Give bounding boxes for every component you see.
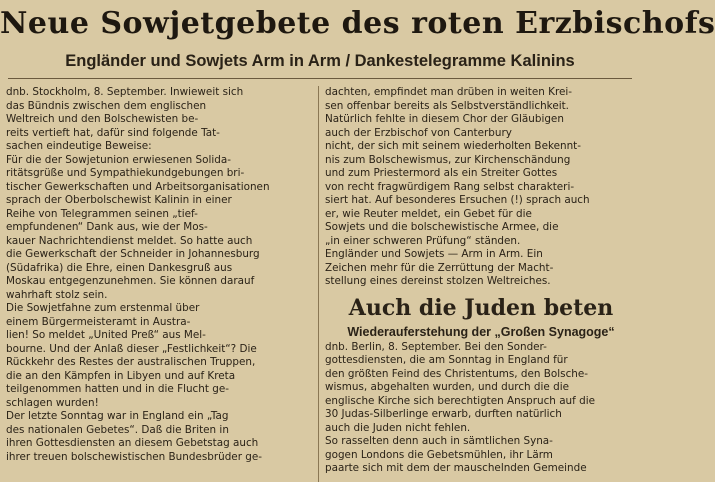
text-line: Die Sowjetfahne zum erstenmal über xyxy=(6,302,200,314)
text-line: Zeichen mehr für die Zerrüttung der Macht- xyxy=(325,261,554,274)
article2-headline: Auch die Juden beten xyxy=(348,294,614,321)
text-line: er, wie Reuter meldet, ein Gebet für die xyxy=(325,207,532,220)
text-line: sen offenbar bereits als Selbstverständlichkeit. xyxy=(325,99,569,112)
text-line: gogen Londons die Gebetsmühlen, ihr Lärm xyxy=(325,448,553,461)
text-line: lien! So meldet „United Preß“ aus Mel- xyxy=(6,329,206,341)
text-line: nis zum Bolschewismus, zur Kirchenschändung xyxy=(325,153,571,166)
article2-subheadline: Wiederauferstehung der „Großen Synagoge“ xyxy=(347,324,615,339)
text-line: sachen eindeutige Beweise: xyxy=(6,140,152,152)
text-line: teilgenommen hatten und in die Flucht ge- xyxy=(6,383,229,395)
subheadline: Engländer und Sowjets Arm in Arm / Dankestelegramme Kalinins xyxy=(65,52,575,70)
text-line: auch die Juden nicht fehlen. xyxy=(325,421,471,434)
text-line: einem Bürgermeisteramt in Austra- xyxy=(6,315,191,328)
text-line: kauer Nachrichtendienst meldet. So hatte auch xyxy=(6,234,253,247)
text-line: reits vertieft hat, dafür sind folgende Tat- xyxy=(6,126,220,139)
text-line: Weltreich und den Bolschewisten be- xyxy=(6,113,199,125)
text-line: nicht, der sich mit seinem wiederholten Bekennt- xyxy=(325,140,581,152)
text-line: ritätsgrüße und Sympathiekundgebungen bri- xyxy=(6,167,245,179)
headline: Neue Sowjetgebete des roten Erzbischofs xyxy=(0,6,715,41)
text-line: den größten Feind des Christentums, den Bolsche- xyxy=(325,367,589,380)
text-line: ihrer treuen bolschewistischen Bundesbrüder ge- xyxy=(6,450,263,463)
text-line: die an den Kämpfen in Libyen und auf Kreta xyxy=(6,369,236,382)
text-line: sprach der Oberbolschewist Kalinin in einer xyxy=(6,194,232,206)
text-line: wismus, abgehalten wurden, und durch die die xyxy=(325,381,569,393)
text-line: 30 Judas-Silberlinge erwarb, durften natürlich xyxy=(325,408,562,420)
text-line: des nationalen Gebetes“. Daß die Briten in xyxy=(6,423,229,436)
column-right xyxy=(325,86,637,482)
text-line: von recht fragwürdigem Rang selbst charakteri- xyxy=(325,180,575,193)
text-line: So rasselten denn auch in sämtlichen Syna- xyxy=(325,435,553,447)
text-line: und zum Priestermord als ein Streiter Gottes xyxy=(325,167,558,179)
header-rule xyxy=(8,78,632,79)
text-line: das Bündnis zwischen dem englischen xyxy=(6,99,207,112)
text-line: siert hat. Auf besonderes Ersuchen (!) sprach auch xyxy=(325,194,590,206)
text-line: schlagen wurden! xyxy=(6,396,99,409)
text-line: gottesdiensten, die am Sonntag in England für xyxy=(325,354,568,366)
text-line: Engländer und Sowjets — Arm in Arm. Ein xyxy=(325,248,543,260)
text-line: stellung eines dereinst stolzen Weltreiches. xyxy=(325,275,551,287)
text-line: „in einer schweren Prüfung“ ständen. xyxy=(325,234,521,247)
text-line: die Gewerkschaft der Schneider in Johannesburg xyxy=(6,248,260,260)
text-line: Natürlich fehlte in diesem Chor der Gläubigen xyxy=(325,113,564,125)
text-line: Rückkehr des Restes der australischen Truppen, xyxy=(6,356,256,368)
text-line: Der letzte Sonntag war in England ein „Tag xyxy=(6,410,229,422)
text-line: Reihe von Telegrammen seinen „tief- xyxy=(6,207,198,220)
text-line: bourne. Und der Anlaß dieser „Festlichkeit“? Die xyxy=(6,342,257,355)
text-line: paarte sich mit dem der mauschelnden Gemeinde xyxy=(325,462,587,474)
column-left xyxy=(6,86,311,482)
text-line: englische Kirche sich berechtigten Anspruch auf die xyxy=(325,394,595,407)
column-divider xyxy=(318,86,319,482)
text-line: wahrhaft stolz sein. xyxy=(6,288,108,301)
text-line: Für die der Sowjetunion erwiesenen Solida- xyxy=(6,153,231,166)
text-line: ihren Gottesdiensten an diesem Gebetstag auch xyxy=(6,437,259,449)
text-line: empfundenen“ Dank aus, wie der Mos- xyxy=(6,221,208,233)
text-line: tischer Gewerkschaften und Arbeitsorganisationen xyxy=(6,180,270,193)
text-line: auch der Erzbischof von Canterbury xyxy=(325,126,512,139)
text-line: dachten, empfindet man drüben in weiten Krei- xyxy=(325,86,573,98)
text-line: Sowjets und die bolschewistische Armee, die xyxy=(325,221,559,233)
text-line: Moskau entgegenzunehmen. Sie können darauf xyxy=(6,275,255,287)
text-line: dnb. Stockholm, 8. September. Inwieweit sich xyxy=(6,86,244,98)
text-line: dnb. Berlin, 8. September. Bei den Sonder- xyxy=(325,340,547,353)
text-line: (Südafrika) die Ehre, einen Dankesgruß aus xyxy=(6,261,233,274)
